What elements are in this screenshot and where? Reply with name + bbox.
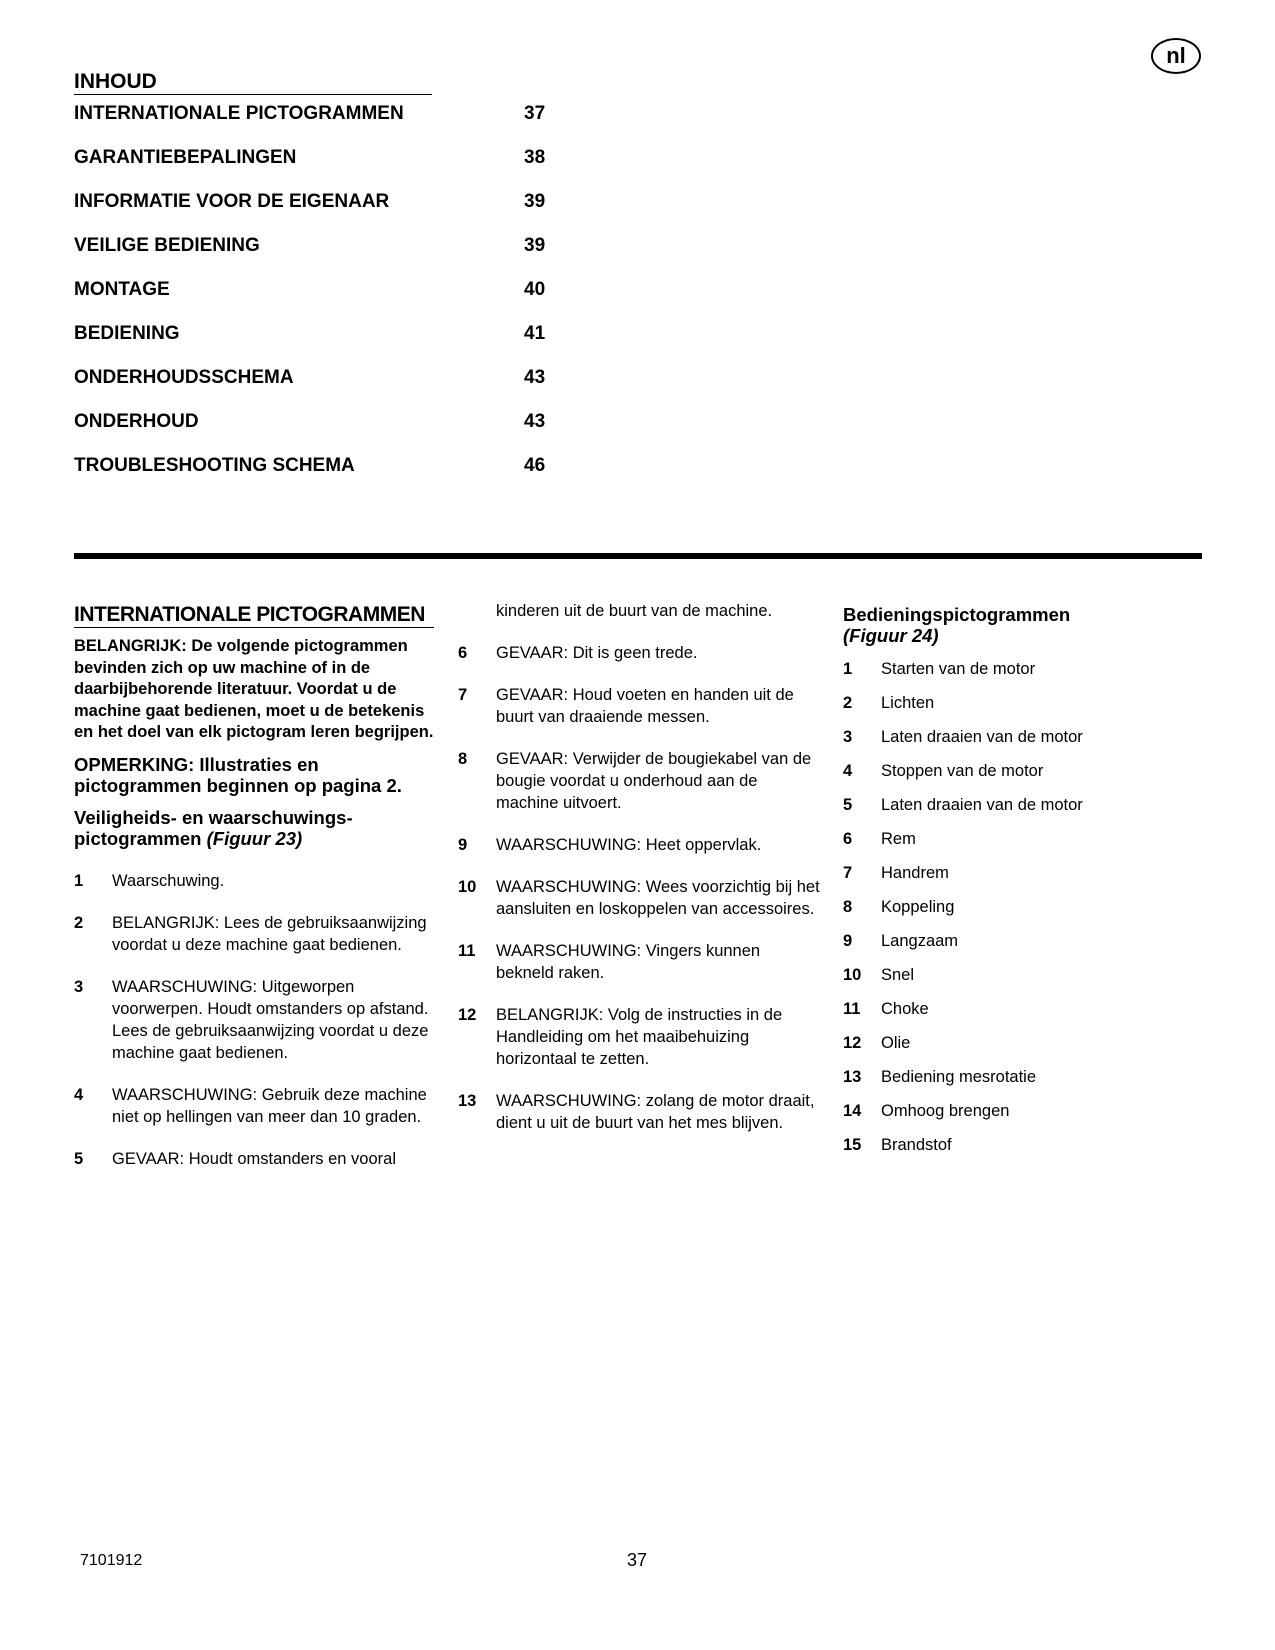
- item-number: 4: [74, 1085, 84, 1104]
- safety-heading: [74, 807, 434, 850]
- item-number: 4: [843, 762, 853, 780]
- item-text: BELANGRIJK: Volg de instructies in de Handleiding om het maaibehuizing horizontaal te zetten.: [496, 1006, 783, 1068]
- item-text: WAARSCHUWING: Gebruik deze machine niet op hellingen van meer dan 10 graden.: [112, 1085, 427, 1126]
- intro-paragraph: BELANGRIJK: De volgende pictogrammen bevinden zich op uw machine of in de daarbijbehorende literatuur. Voordat u de machine gaat bedienen, moet u de betekenis en het doel van elk pictogram leren begrijpen.: [74, 637, 434, 741]
- toc-entry: [74, 454, 584, 498]
- item-text: Olie: [881, 1034, 911, 1052]
- toc-entry-page: 41: [524, 323, 546, 344]
- safety-figure-ref: (Figuur 23): [206, 828, 303, 849]
- toc-entry-page: 46: [524, 455, 546, 476]
- item-text: WAARSCHUWING: zolang de motor draait, dient u uit de buurt van het mes blijven.: [496, 1092, 815, 1132]
- item-number: 3: [843, 728, 853, 746]
- list-item: [74, 1084, 434, 1128]
- item-number: 13: [843, 1068, 862, 1086]
- item-text: WAARSCHUWING: Uitgeworpen voorwerpen. Houdt omstanders op afstand. Lees de gebruiksaanwijzing voordat u deze machine gaat bedienen.: [112, 977, 429, 1062]
- item-number: 10: [843, 966, 862, 984]
- table-of-contents: [74, 102, 584, 498]
- item-text: Waarschuwing.: [112, 871, 225, 890]
- item-number: 12: [458, 1006, 477, 1024]
- list-item: [843, 896, 1203, 918]
- list-item: [843, 760, 1203, 782]
- item-text: Langzaam: [881, 932, 959, 950]
- item-5-continuation: kinderen uit de buurt van de machine.: [496, 602, 773, 620]
- toc-entry-label: BEDIENING: [74, 323, 180, 344]
- list-item: [843, 1100, 1203, 1122]
- item-text: Handrem: [881, 864, 949, 882]
- item-text: Bediening mesrotatie: [881, 1068, 1037, 1086]
- item-number: 5: [843, 796, 853, 814]
- item-number: 15: [843, 1136, 862, 1154]
- list-item: [458, 834, 820, 856]
- list-item: [74, 912, 434, 956]
- list-item: [458, 748, 820, 814]
- toc-title: INHOUD: [74, 70, 432, 95]
- item-text: Stoppen van de motor: [881, 762, 1044, 780]
- toc-entry-page: 39: [524, 235, 546, 256]
- operation-figure-ref: (Figuur 24): [843, 625, 939, 646]
- toc-entry-label: INTERNATIONALE PICTOGRAMMEN: [74, 103, 404, 124]
- toc-entry: [74, 190, 584, 234]
- list-item: [843, 998, 1203, 1020]
- item-text: Choke: [881, 1000, 929, 1018]
- list-item: [843, 692, 1203, 714]
- item-text: WAARSCHUWING: Wees voorzichtig bij het aansluiten en loskoppelen van accessoires.: [496, 878, 820, 918]
- toc-entry: [74, 102, 584, 146]
- item-number: 14: [843, 1102, 862, 1120]
- list-item: [843, 658, 1203, 680]
- item-number: 9: [458, 836, 468, 854]
- item-number: 12: [843, 1034, 862, 1052]
- toc-entry: [74, 278, 584, 322]
- item-text: Lichten: [881, 694, 935, 712]
- toc-entry-label: TROUBLESHOOTING SCHEMA: [74, 455, 355, 476]
- toc-entry-label: ONDERHOUD: [74, 411, 199, 432]
- item-number: 7: [843, 864, 853, 882]
- item-text: WAARSCHUWING: Vingers kunnen bekneld raken.: [496, 942, 761, 982]
- list-item: [843, 862, 1203, 884]
- item-text: WAARSCHUWING: Heet oppervlak.: [496, 836, 762, 854]
- item-text: Brandstof: [881, 1136, 952, 1154]
- item-number: 2: [843, 694, 853, 712]
- toc-entry: [74, 366, 584, 410]
- item-number: 1: [74, 871, 84, 890]
- list-item: [458, 940, 820, 984]
- item-text: GEVAAR: Houdt omstanders en vooral: [112, 1149, 396, 1168]
- item-number: 13: [458, 1092, 477, 1110]
- item-number: 6: [843, 830, 853, 848]
- column-3: [843, 600, 1203, 1168]
- operation-heading-text: Bedieningspictogrammen: [843, 604, 1071, 625]
- item-text: Koppeling: [881, 898, 955, 916]
- list-item: [458, 1090, 820, 1134]
- item-text: Rem: [881, 830, 916, 848]
- toc-entry-label: INFORMATIE VOOR DE EIGENAAR: [74, 191, 390, 212]
- toc-entry-page: 43: [524, 367, 546, 388]
- list-item: [458, 876, 820, 920]
- item-text: Laten draaien van de motor: [881, 796, 1083, 814]
- safety-heading-text: Veiligheids- en waarschuwings-pictogrammen: [74, 806, 353, 849]
- operation-heading: [843, 604, 1203, 646]
- list-item: [458, 642, 820, 664]
- item-text: Snel: [881, 966, 915, 984]
- item-text: GEVAAR: Verwijder de bougiekabel van de bougie voordat u onderhoud aan de machine uitvoert.: [496, 750, 812, 812]
- list-item: [74, 1148, 434, 1170]
- toc-entry-page: 38: [524, 147, 546, 168]
- toc-entry-page: 37: [524, 103, 546, 124]
- note-paragraph: OPMERKING: Illustraties en pictogrammen beginnen op pagina 2.: [74, 753, 402, 796]
- item-text: Omhoog brengen: [881, 1102, 1010, 1120]
- list-item: [843, 828, 1203, 850]
- toc-entry: [74, 234, 584, 278]
- list-item: [843, 1032, 1203, 1054]
- list-item: [458, 684, 820, 728]
- item-number: 8: [458, 750, 468, 768]
- toc-entry-label: GARANTIEBEPALINGEN: [74, 147, 297, 168]
- document-code: 7101912: [80, 1552, 143, 1569]
- item-number: 11: [458, 942, 476, 960]
- column-1: [74, 600, 434, 1190]
- list-item: [843, 794, 1203, 816]
- toc-entry-label: ONDERHOUDSSCHEMA: [74, 367, 294, 388]
- item-number: 9: [843, 932, 853, 950]
- toc-entry-page: 40: [524, 279, 546, 300]
- item-number: 10: [458, 878, 477, 896]
- item-number: 5: [74, 1149, 84, 1168]
- toc-entry-label: VEILIGE BEDIENING: [74, 235, 260, 256]
- toc-entry-page: 39: [524, 191, 546, 212]
- toc-entry-label: MONTAGE: [74, 279, 170, 300]
- item-number: 11: [843, 1000, 861, 1018]
- section-divider: [74, 553, 1202, 559]
- toc-entry: [74, 146, 584, 190]
- toc-entry-page: 43: [524, 411, 546, 432]
- toc-entry: [74, 322, 584, 366]
- language-badge: nl: [1151, 38, 1201, 74]
- item-text: Laten draaien van de motor: [881, 728, 1083, 746]
- item-number: 7: [458, 686, 468, 704]
- section-title: INTERNATIONALE PICTOGRAMMEN: [74, 603, 434, 628]
- item-number: 2: [74, 913, 84, 932]
- page-number: 37: [627, 1550, 648, 1570]
- list-item: [74, 976, 434, 1064]
- item-text: GEVAAR: Dit is geen trede.: [496, 644, 698, 662]
- item-text: GEVAAR: Houd voeten en handen uit de buurt van draaiende messen.: [496, 686, 794, 726]
- toc-entry: [74, 410, 584, 454]
- item-text: BELANGRIJK: Lees de gebruiksaanwijzing voordat u deze machine gaat bedienen.: [112, 913, 427, 954]
- item-number: 6: [458, 644, 468, 662]
- list-item: [458, 1004, 820, 1070]
- item-number: 1: [843, 660, 853, 678]
- list-item: [843, 964, 1203, 986]
- column-2: [458, 600, 820, 1154]
- list-item: [74, 870, 434, 892]
- list-item: [843, 726, 1203, 748]
- item-number: 8: [843, 898, 853, 916]
- list-item: [843, 1066, 1203, 1088]
- list-item: [843, 930, 1203, 952]
- item-number: 3: [74, 977, 84, 996]
- item-text: Starten van de motor: [881, 660, 1036, 678]
- list-item: [843, 1134, 1203, 1156]
